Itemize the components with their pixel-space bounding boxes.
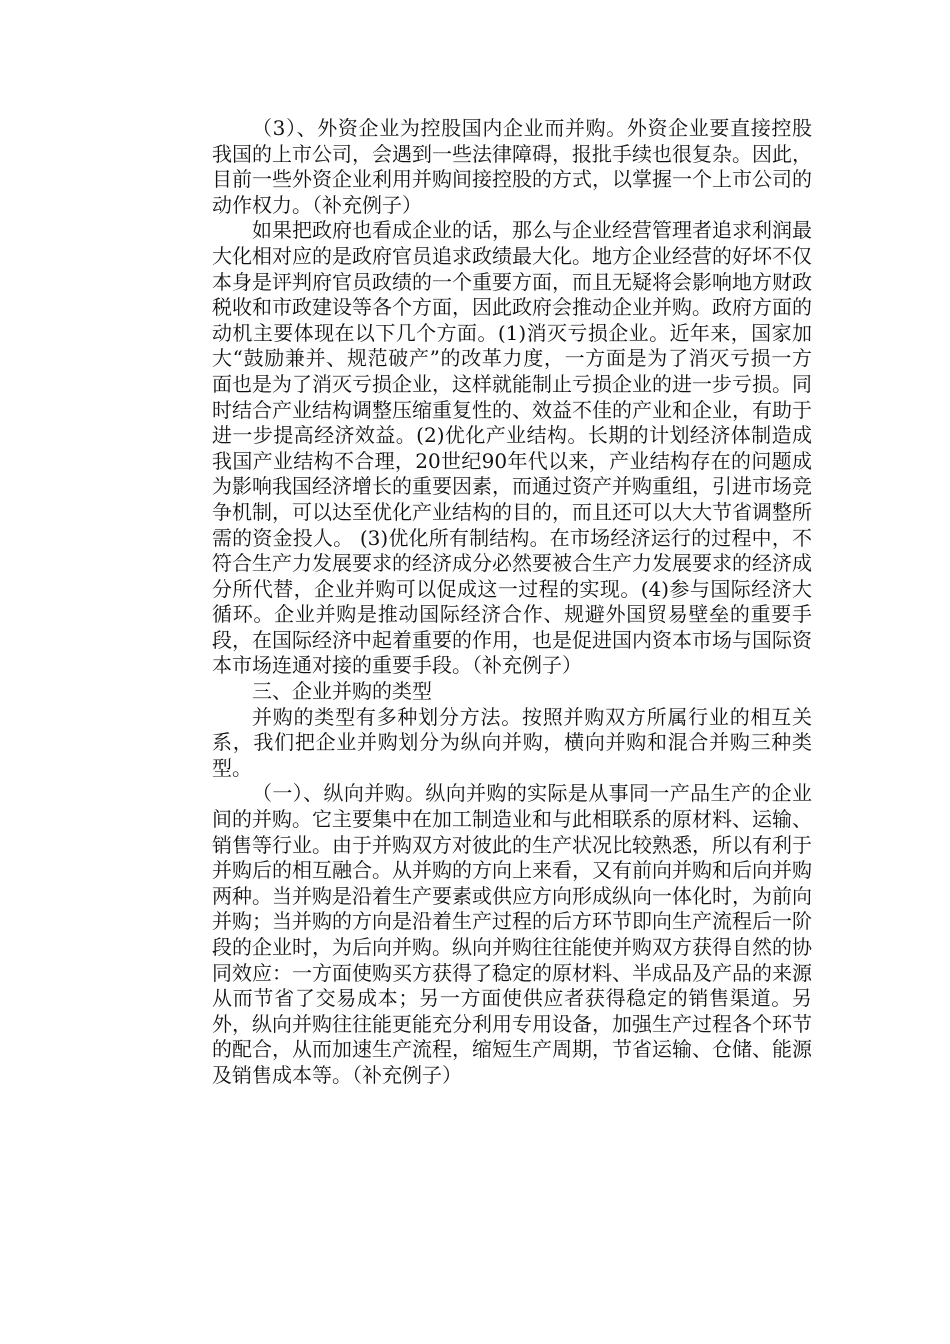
paragraph-foreign-enterprise-acquisition: （3）、外资企业为控股国内企业而并购。外资企业要直接控股我国的上市公司，会遇到一些法律障碍，报批手续也很复杂。因此，目前一些外资企业利用并购间接控股的方式，以掌握一个上市公司的动作权力。（补充例子） (212, 116, 812, 217)
paragraph-vertical-merger: （一）、纵向并购。纵向并购的实际是从事同一产品生产的企业间的并购。它主要集中在加工制造业和与此相联系的原材料、运输、销售等行业。由于并购双方对彼此的生产状况比较熟悉，所以有利于并购后的相互融合。从并购的方向上来看，又有前向并购和后向并购两种。当并购是沿着生产要素或供应方向形成纵向一体化时，为前向并购；当并购的方向是沿着生产过程的后方环节即向生产流程后一阶段的企业时，为后向并购。纵向并购往往能使并购双方获得自然的协同效应：一方面使购买方获得了稳定的原材料、半成品及产品的来源从而节省了交易成本；另一方面使供应者获得稳定的销售渠道。另外，纵向并购往往能更能充分利用专用设备，加强生产过程各个环节的配合，从而加速生产流程，缩短生产周期，节省运输、仓储、能源及销售成本等。（补充例子） (212, 781, 812, 1087)
paragraph-government-motives: 如果把政府也看成企业的话，那么与企业经营管理者追求利润最大化相对应的是政府官员追求政绩最大化。地方企业经营的好坏不仅本身是评判府官员政绩的一个重要方面，而且无疑将会影响地方财政税收和市政建设等各个方面，因此政府会推动企业并购。政府方面的动机主要体现在以下几个方面。(1)消灭亏损企业。近年来，国家加大“鼓励兼并、规范破产”的改革力度，一方面是为了消灭亏损一方面也是为了消灭亏损企业，这样就能制止亏损企业的进一步亏损。同时结合产业结构调整压缩重复性的、效益不佳的产业和企业，有助于进一步提高经济效益。(2)优化产业结构。长期的计划经济体制造成我国产业结构不合理，20世纪90年代以来，产业结构存在的问题成为影响我国经济增长的重要因素，而通过资产并购重组，引进市场竞争机制，可以达至优化产业结构的目的，而且还可以大大节省调整所需的资金投人。 (3)优化所有制结构。在市场经济运行的过程中，不符合生产力发展要求的经济成分必然要被合生产力发展要求的经济成分所代替，企业并购可以促成这一过程的实现。(4)参与国际经济大循环。企业并购是推动国际经济合作、规避外国贸易壁垒的重要手段，在国际经济中起着重要的作用，也是促进国内资本市场与国际资本市场连通对接的重要手段。（补充例子） (212, 218, 812, 678)
section-heading-merger-types: 三、企业并购的类型 (252, 679, 432, 704)
document-body (212, 116, 812, 1089)
paragraph-merger-classification: 并购的类型有多种划分方法。按照并购双方所属行业的相互关系，我们把企业并购划分为纵向并购，横向并购和混合并购三种类型。 (212, 704, 812, 780)
